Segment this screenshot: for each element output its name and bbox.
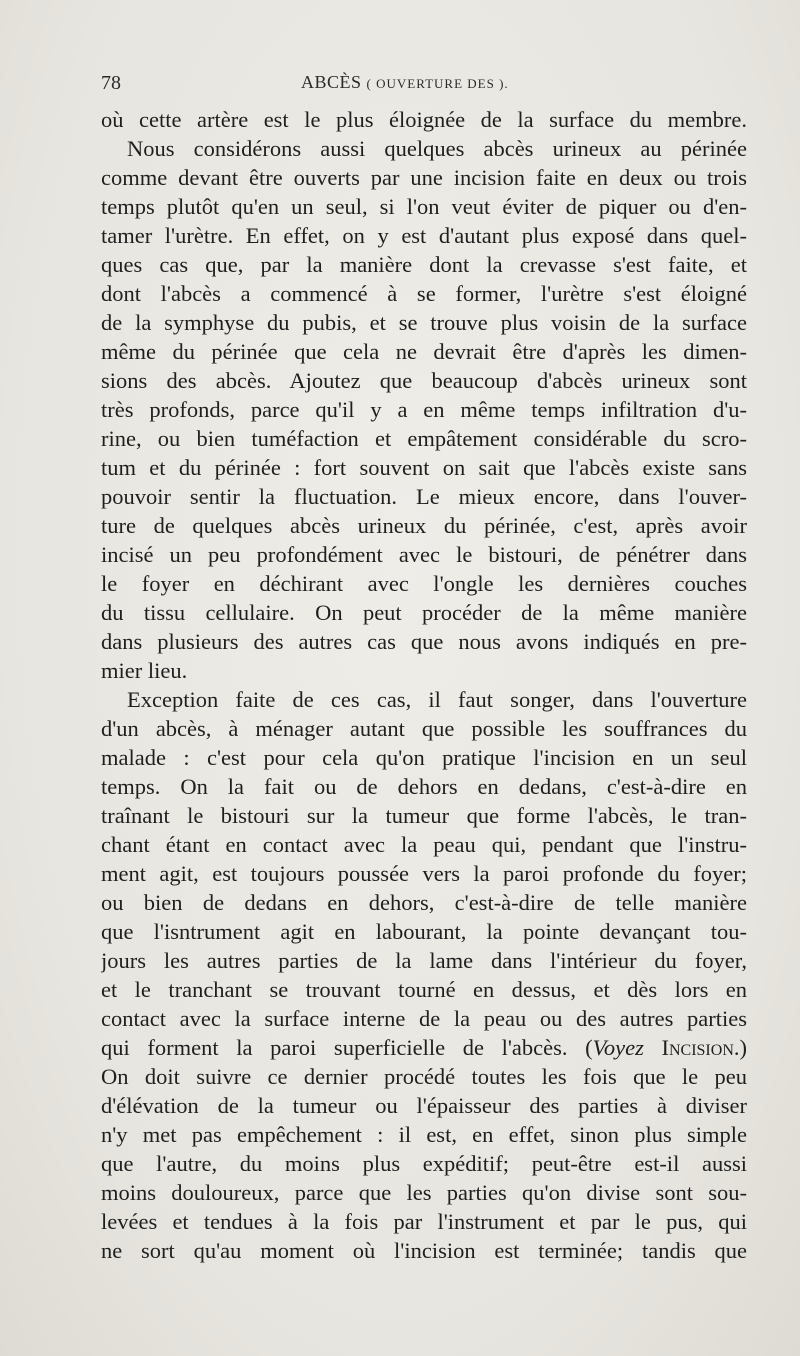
text-line: du tissu cellulaire. On peut procéder de la même manière	[101, 600, 747, 625]
text-line: moins douloureux, parce que les parties qu'on divise sont sou-	[101, 1180, 747, 1205]
text-segment: qui forment la paroi superficielle de l'abcès. (	[101, 1035, 593, 1060]
text-line: dans plusieurs des autres cas que nous avons indiqués en pre-	[101, 629, 747, 654]
text-line: et le tranchant se trouvant tourné en dessus, et dès lors en	[101, 977, 747, 1002]
text-line: que l'isntrument agit en labourant, la pointe devançant tou-	[101, 919, 747, 944]
running-head-sub: ( OUVERTURE DES ).	[366, 76, 509, 91]
text-line: Nous considérons aussi quelques abcès urineux au périnée	[127, 136, 747, 161]
text-line-with-reference	[101, 1033, 747, 1062]
text-line: mier lieu.	[101, 658, 188, 683]
text-line: de la symphyse du pubis, et se trouve plus voisin de la surface	[101, 310, 747, 335]
page-header	[101, 68, 748, 102]
text-line: On doit suivre ce dernier procédé toutes les fois que le peu	[101, 1064, 747, 1089]
text-line: tamer l'urètre. En effet, on y est d'autant plus exposé dans quel-	[101, 223, 747, 248]
text-line: jours les autres parties de la lame dans l'intérieur du foyer,	[101, 948, 747, 973]
text-line: malade : c'est pour cela qu'on pratique l'incision en un seul	[101, 745, 747, 770]
page-number: 78	[101, 72, 121, 94]
text-line: ne sort qu'au moment où l'incision est terminée; tandis que	[101, 1238, 747, 1263]
text-line: dont l'abcès a commencé à se former, l'urètre s'est éloigné	[101, 281, 747, 306]
text-line: où cette artère est le plus éloignée de la surface du membre.	[101, 107, 747, 132]
text-line: sions des abcès. Ajoutez que beaucoup d'abcès urineux sont	[101, 368, 747, 393]
running-head	[301, 72, 509, 93]
text-line: tum et du périnée : fort souvent on sait que l'abcès existe sans	[101, 455, 747, 480]
text-line: ture de quelques abcès urineux du périnée, c'est, après avoir	[101, 513, 747, 538]
text-line: pouvoir sentir la fluctuation. Le mieux encore, dans l'ouver-	[101, 484, 747, 509]
text-line: incisé un peu profondément avec le bistouri, de pénétrer dans	[101, 542, 747, 567]
text-line: traînant le bistouri sur la tumeur que forme l'abcès, le tran-	[101, 803, 747, 828]
text-line: même du périnée que cela ne devrait être d'après les dimen-	[101, 339, 747, 364]
text-line: rine, ou bien tuméfaction et empâtement considérable du scro-	[101, 426, 747, 451]
text-line: très profonds, parce qu'il y a en même temps infiltration d'u-	[101, 397, 747, 422]
body-text	[101, 105, 747, 1265]
text-line: n'y met pas empêchement : il est, en effet, sinon plus simple	[101, 1122, 747, 1147]
text-line: comme devant être ouverts par une incision faite en deux ou trois	[101, 165, 747, 190]
text-line: le foyer en déchirant avec l'ongle les dernières couches	[101, 571, 747, 596]
text-line: d'élévation de la tumeur ou l'épaisseur des parties à diviser	[101, 1093, 747, 1118]
cross-reference-link[interactable]: Incision	[661, 1035, 734, 1060]
text-line: levées et tendues à la fois par l'instrument et par le pus, qui	[101, 1209, 747, 1234]
text-line: que l'autre, du moins plus expéditif; peut-être est-il aussi	[101, 1151, 747, 1176]
text-line: ment agit, est toujours poussée vers la paroi profonde du foyer;	[101, 861, 747, 886]
text-line: temps. On la fait ou de dehors en dedans, c'est-à-dire en	[101, 774, 747, 799]
reference-close: .)	[733, 1035, 747, 1060]
text-line: Exception faite de ces cas, il faut songer, dans l'ouverture	[127, 687, 747, 712]
running-head-main: ABCÈS	[301, 72, 362, 92]
text-line: chant étant en contact avec la peau qui, pendant que l'instru-	[101, 832, 747, 857]
text-line: d'un abcès, à ménager autant que possible les souffrances du	[101, 716, 747, 741]
text-line: ou bien de dedans en dehors, c'est-à-dire de telle manière	[101, 890, 747, 915]
see-reference-label: Voyez	[592, 1035, 644, 1060]
text-line: ques cas que, par la manière dont la crevasse s'est faite, et	[101, 252, 747, 277]
text-line: temps plutôt qu'en un seul, si l'on veut éviter de piquer ou d'en-	[101, 194, 747, 219]
text-line: contact avec la surface interne de la peau ou des autres parties	[101, 1006, 747, 1031]
